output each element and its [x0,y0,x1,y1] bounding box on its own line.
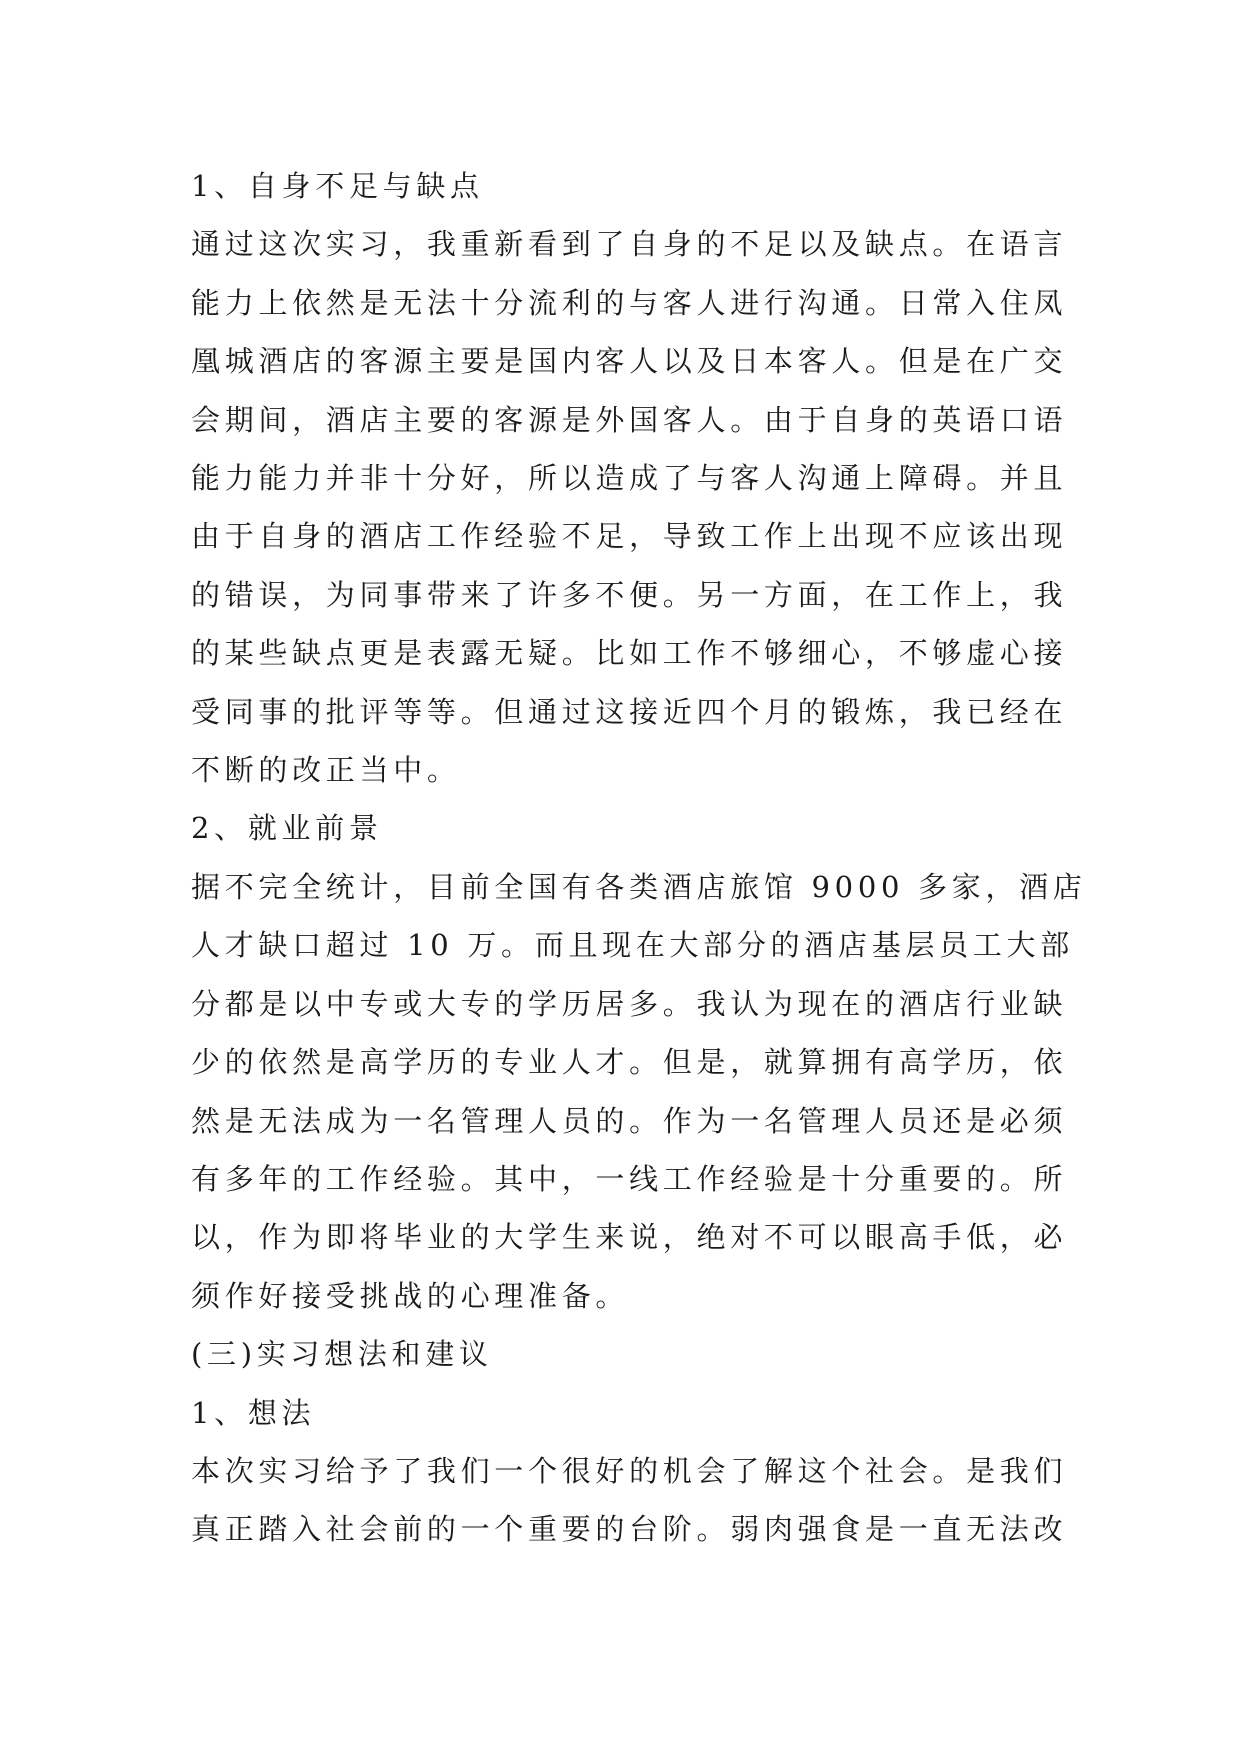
text-line: 据不完全统计，目前全国有各类酒店旅馆 9000 多家，酒店 [191,869,1087,904]
text-line: 少的依然是高学历的专业人才。但是，就算拥有高学历，依 [191,1045,1068,1080]
text-line: 凰城酒店的客源主要是国内客人以及日本客人。但是在广交 [191,344,1068,379]
text-line: 不断的改正当中。 [191,753,461,788]
text-line: 分都是以中专或大专的学历居多。我认为现在的酒店行业缺 [191,986,1068,1021]
text-line: 的某些缺点更是表露无疑。比如工作不够细心，不够虚心接 [191,636,1068,671]
paragraph-employment [191,858,1087,1325]
text-line: 有多年的工作经验。其中，一线工作经验是十分重要的。所 [191,1161,1068,1196]
text-line: 须作好接受挑战的心理准备。 [191,1278,630,1313]
text-line: 的错误，为同事带来了许多不便。另一方面，在工作上，我 [191,577,1068,612]
paragraph-ideas [191,1442,1068,1559]
text-line: 受同事的批评等等。但通过这接近四个月的锻炼，我已经在 [191,694,1068,729]
text-line: 人才缺口超过 10 万。而且现在大部分的酒店基层员工大部 [191,928,1074,963]
text-line: 本次实习给予了我们一个很好的机会了解这个社会。是我们 [191,1453,1068,1488]
text-line: 以，作为即将毕业的大学生来说，绝对不可以眼高手低，必 [191,1220,1068,1255]
document-body [191,157,1087,1559]
text-line: 会期间，酒店主要的客源是外国客人。由于自身的英语口语 [191,402,1068,437]
text-line: 由于自身的酒店工作经验不足，导致工作上出现不应该出现 [191,519,1068,554]
paragraph-shortcomings [191,215,1068,799]
text-line: 能力上依然是无法十分流利的与客人进行沟通。日常入住凤 [191,285,1068,320]
text-line: 然是无法成为一名管理人员的。作为一名管理人员还是必须 [191,1103,1068,1138]
text-line: 能力能力并非十分好，所以造成了与客人沟通上障碍。并且 [191,461,1068,496]
section-heading-ideas-suggestions: (三)实习想法和建议 [191,1337,493,1372]
section-heading-ideas: 1、想法 [191,1395,316,1430]
section-heading-shortcomings: 1、自身不足与缺点 [191,169,484,203]
text-line: 通过这次实习，我重新看到了自身的不足以及缺点。在语言 [191,227,1068,262]
section-heading-employment: 2、就业前景 [191,811,383,846]
text-line: 真正踏入社会前的一个重要的台阶。弱肉强食是一直无法改 [191,1512,1068,1547]
